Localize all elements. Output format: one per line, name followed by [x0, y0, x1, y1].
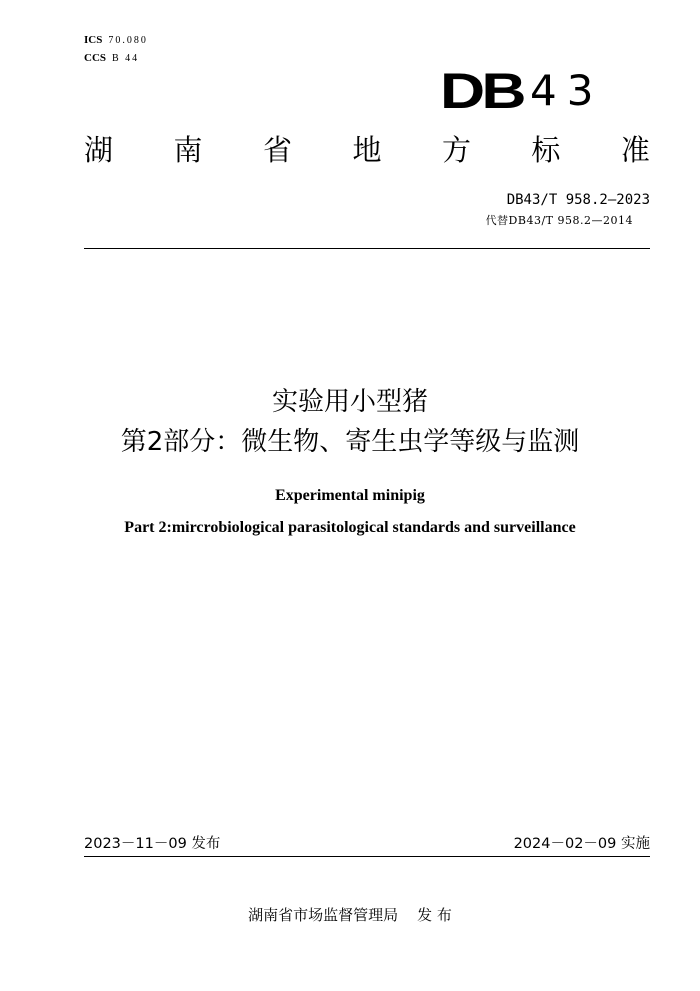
- issuer: 湖南省市场监督管理局 发 布: [248, 906, 452, 924]
- province-code: 43: [530, 66, 604, 115]
- standard-type-char: 省: [262, 133, 292, 167]
- standard-type-char: 南: [173, 133, 203, 167]
- replaces-standard: 代替DB43/T 958.2—2014: [485, 214, 633, 227]
- title-cn-line1: 实验用小型猪: [271, 387, 428, 417]
- issue-date: 2023－11－09 发布: [84, 836, 221, 852]
- db-logo: [440, 63, 604, 119]
- standard-type-char: 方: [441, 133, 471, 167]
- standard-type-char: 湖: [84, 133, 114, 167]
- ccs-code: [84, 52, 139, 65]
- ics-code: [84, 34, 148, 47]
- ics-label: ICS: [84, 34, 103, 46]
- standard-type-char: 准: [620, 133, 650, 167]
- db-mark: DB: [440, 63, 523, 119]
- standard-type-char: 地: [352, 133, 382, 167]
- title-en-line1: Experimental minipig: [275, 487, 425, 504]
- ics-value: 70.080: [108, 35, 148, 46]
- ccs-label: CCS: [84, 52, 107, 64]
- title-cn-line2: 第2部分：微生物、寄生虫学等级与监测: [120, 427, 580, 457]
- standard-type-title: [84, 128, 650, 172]
- top-divider: [84, 248, 650, 249]
- bottom-divider: [84, 856, 650, 857]
- standard-type-char: 标: [531, 133, 561, 167]
- standard-number: DB43/T 958.2—2023: [506, 192, 650, 208]
- implement-date: 2024－02－09 实施: [513, 836, 650, 852]
- ccs-value: B 44: [112, 53, 140, 64]
- title-en-line2: Part 2:mircrobiological parasitological standards and surveillance: [124, 519, 576, 536]
